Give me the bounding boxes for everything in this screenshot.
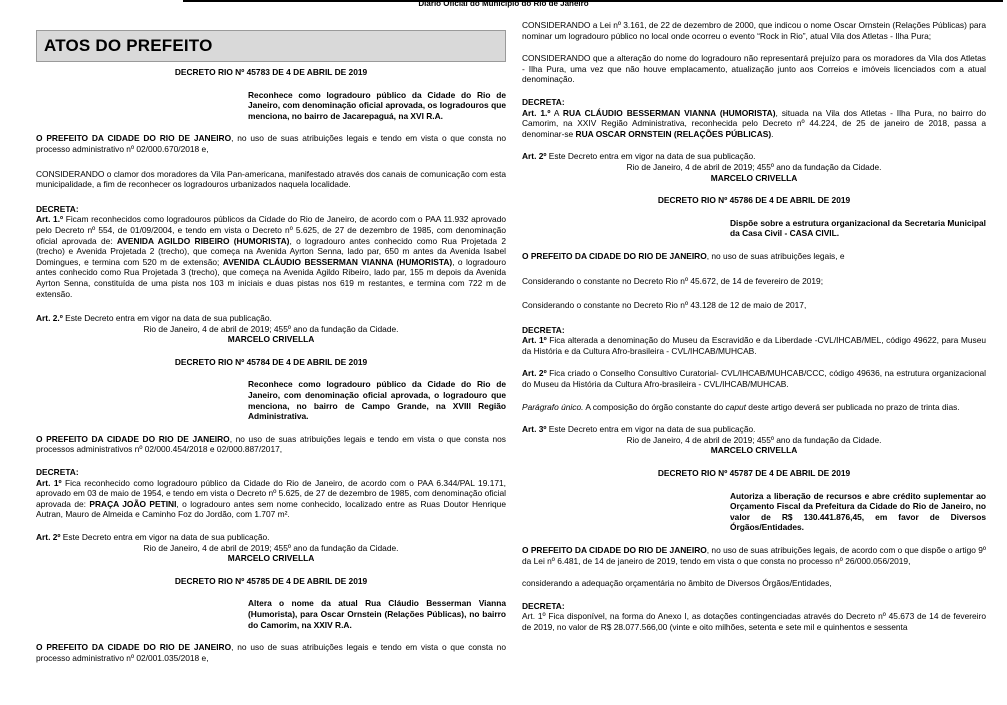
decree-intro-45785: O PREFEITO DA CIDADE DO RIO DE JANEIRO, no uso de suas atribuições legais e tendo em vista o que consta no processo administrativo nº 02/001.035/2018 e, <box>36 642 506 663</box>
place-date: Rio de Janeiro, 4 de abril de 2019; 455º ano da fundação da Cidade. <box>143 542 399 553</box>
decree-article-2: Art. 2º Este Decreto entra em vigor na data de sua publicação. <box>36 532 270 542</box>
decree-article-1: Art. 1º Fica alterada a denominação do Museu da Escravidão e da Liberdade -CVL/IHCAB/MEL, código 49622, para Museu da História e da Cultura Afro-brasileira - CVL/IHCAB/MUHCAB. <box>522 335 987 356</box>
decree-title-45786: DECRETO RIO Nº 45786 DE 4 DE ABRIL DE 2019 <box>657 195 851 206</box>
decree-title-45783: DECRETO RIO Nº 45783 DE 4 DE ABRIL DE 2019 <box>174 67 368 77</box>
decree-intro-45786: O PREFEITO DA CIDADE DO RIO DE JANEIRO, no uso de suas atribuições legais, e <box>522 250 845 261</box>
decreta-heading: DECRETA: <box>36 203 79 214</box>
signature: MARCELO CRIVELLA <box>710 445 798 456</box>
decree-article-1: Art. 1º Fica disponível, na forma do Anexo I, as dotações contingenciadas através do Decreto nº 45.673 de 14 de fevereiro de 2019, no valor de R$ 28.077.566,00 (vinte e oito milhões, setenta e sete mil e quinhentos e sessenta <box>522 611 986 632</box>
decree-considerando-45783: CONSIDERANDO o clamor dos moradores da Vila Pan-americana, manifestado através dos canais de comunicação com esta municipalidade, a fim de reconhecer os logradouros urbanizados naquela localidade. <box>36 168 506 190</box>
right-column <box>522 10 986 633</box>
decree-considerando-45785-1: CONSIDERANDO a Lei nº 3.161, de 22 de dezembro de 2000, que indicou o nome Oscar Ornstein (Relações Públicas) para nominar um logradouro público no local onde ocorreu o evento “Rock in Rio”, atual Vila dos Atletas - Ilha Pura; <box>522 20 986 41</box>
decree-article-3: Art. 3º Este Decreto entra em vigor na data de sua publicação. <box>522 424 756 435</box>
decreta-heading: DECRETA: <box>522 600 565 611</box>
decree-title-45784: DECRETO RIO Nº 45784 DE 4 DE ABRIL DE 2019 <box>174 356 368 367</box>
decreta-heading: DECRETA: <box>522 96 565 107</box>
journal-header: Diário Oficial do Município do Rio de Janeiro <box>418 0 589 8</box>
signature: MARCELO CRIVELLA <box>227 334 315 345</box>
decree-title-45787: DECRETO RIO Nº 45787 DE 4 DE ABRIL DE 2019 <box>657 468 851 479</box>
decree-article-1: Art. 1º Fica reconhecido como logradouro público da Cidade do Rio de Janeiro, de acordo com o PAA 6.344/PAL 19.171, aprovado em 03 de maio de 1954, e tendo em vista o Decreto nº 5.625, de 27 de dezembro de 1985, com denominação oficial aprovada de: PRAÇA JOÃO PETINI, o logradouro antes sem nome conhecido, localizado entre as Ruas Doutor Henrique Autran, Mauro de Almeida e Caminho Foz do Jordão, com 1.707 m². <box>36 477 506 520</box>
decree-ementa-45786: Dispõe sobre a estrutura organizacional da Secretaria Municipal da Casa Civil - CASA CIVIL. <box>730 217 986 239</box>
decree-paragraph-unico: Parágrafo único. A composição do órgão constante do caput deste artigo deverá ser publicada no prazo de trinta dias. <box>522 401 960 412</box>
decree-considerando-45786-2: Considerando o constante no Decreto Rio nº 43.128 de 12 de maio de 2017, <box>522 300 807 311</box>
decree-article-2: Art. 2º Fica criado o Conselho Consultivo Curatorial- CVL/IHCAB/MUHCAB/CCC, código 49636, na estrutura organizacional do Museu da História da Cultura Afro-brasileira - CVL/IHCAB/MUHCAB. <box>522 368 986 390</box>
decreta-heading: DECRETA: <box>522 324 565 335</box>
decree-considerando-45785-2: CONSIDERANDO que a alteração do nome do logradouro não representará prejuízo para os moradores da Vila dos Atletas - Ilha Pura, uma vez que não houve emplacamento, atualização junto aos Correios e imóveis licenciados com a atual denominação. <box>522 53 986 85</box>
place-date: Rio de Janeiro, 4 de abril de 2019; 455º ano da fundação da Cidade. <box>626 434 882 445</box>
left-column <box>36 10 506 663</box>
section-banner: ATOS DO PREFEITO <box>36 30 506 62</box>
decree-intro-45787: O PREFEITO DA CIDADE DO RIO DE JANEIRO, no uso de suas atribuições legais, de acordo com o que dispõe o artigo 9º da Lei nº 6.481, de 14 de janeiro de 2019, tendo em vista o que consta no processo nº 26/000.056/2019, <box>522 545 986 566</box>
decree-intro-45783: O PREFEITO DA CIDADE DO RIO DE JANEIRO, no uso de suas atribuições legais e tendo em vista o que consta no processo administrativo nº 02/000.670/2018 e, <box>36 133 506 154</box>
decree-considerando-45786-1: Considerando o constante no Decreto Rio nº 45.672, de 14 de fevereiro de 2019; <box>522 275 824 286</box>
decree-article-2: Art. 2º Este Decreto entra em vigor na data de sua publicação. <box>522 151 756 162</box>
decreta-heading: DECRETA: <box>36 467 79 478</box>
place-date: Rio de Janeiro, 4 de abril de 2019; 455º ano da fundação da Cidade. <box>143 323 399 334</box>
decree-article-2: Art. 2.º Este Decreto entra em vigor na data de sua publicação. <box>36 313 272 324</box>
decree-considerando-45787: considerando a adequação orçamentária no âmbito de Diversos Órgãos/Entidades, <box>522 578 832 589</box>
decree-ementa-45787: Autoriza a liberação de recursos e abre crédito suplementar ao Orçamento Fiscal da Prefeitura da Cidade do Rio de Janeiro, no valor de R$ 130.441.876,45, em favor de Diversos Órgãos/Entidades. <box>730 490 986 533</box>
decree-article-1: Art. 1.º A RUA CLÁUDIO BESSERMAN VIANNA (HUMORISTA), situada na Vila dos Atletas - Ilha Pura, no bairro do Camorim, na XXIV Região Administrativa, reconhecida pelo Decreto nº 44.224, de 25 de janeiro de 2018, passa a denominar-se RUA OSCAR ORNSTEIN (RELAÇÕES PÚBLICAS). <box>522 107 986 139</box>
decree-ementa-45785: Altera o nome da atual Rua Cláudio Besserman Vianna (Humorista), para Oscar Ornstein (Relações Públicas), no bairro do Camorim, na XXIV R.A. <box>248 598 506 630</box>
decree-title-45785: DECRETO RIO Nº 45785 DE 4 DE ABRIL DE 2019 <box>174 575 368 586</box>
place-date: Rio de Janeiro, 4 de abril de 2019; 455º ano da fundação da Cidade. <box>626 161 882 172</box>
decree-article-1: Art. 1.º Ficam reconhecidos como logradouros públicos da Cidade do Rio de Janeiro, de acordo com o PAA 11.932 aprovado pelo Decreto nº 554, de 01/09/2004, e tendo em vista o Decreto nº 5.625, de 27 de dezembro de 1985, com denominação oficial aprovada de: AVENIDA AGILDO RIBEIRO (HUMORISTA), o logradouro antes conhecido como Rua Projetada 2 (trecho) e Avenida Projetada 2 (trecho), que começa na Avenida Ayrton Senna, lado par, 650 m antes da Avenida Isabel Domingues, e termina com 520 m de extensão; AVENIDA CLÁUDIO BESSERMAN VIANNA (HUMORISTA), o logradouro antes conhecido como Rua Projetada 3 (trecho), que começa na Avenida Agildo Ribeiro, lado par, 155 m depois da Avenida Ayrton Senna, constituída de uma pista nos 103 m iniciais e duas pistas nos 619 m restantes, e termina com 722 m de extensão. <box>36 214 507 299</box>
signature: MARCELO CRIVELLA <box>227 553 315 564</box>
decree-ementa-45784: Reconhece como logradouro público da Cidade do Rio de Janeiro, com denominação oficial aprovada, o logradouro que menciona, no bairro de Campo Grande, na XVIII Região Administrativa. <box>248 379 506 422</box>
decree-ementa-45783: Reconhece como logradouro público da Cidade do Rio de Janeiro, com denominação oficial aprovada, os logradouros que menciona, no bairro de Jacarepaguá, na XVI R.A. <box>248 89 506 121</box>
decree-intro-45784: O PREFEITO DA CIDADE DO RIO DE JANEIRO, no uso de suas atribuições legais e tendo em vista o que consta nos processos administrativos nº 02/000.454/2018 e 02/000.887/2017, <box>36 433 506 455</box>
signature: MARCELO CRIVELLA <box>710 172 798 183</box>
